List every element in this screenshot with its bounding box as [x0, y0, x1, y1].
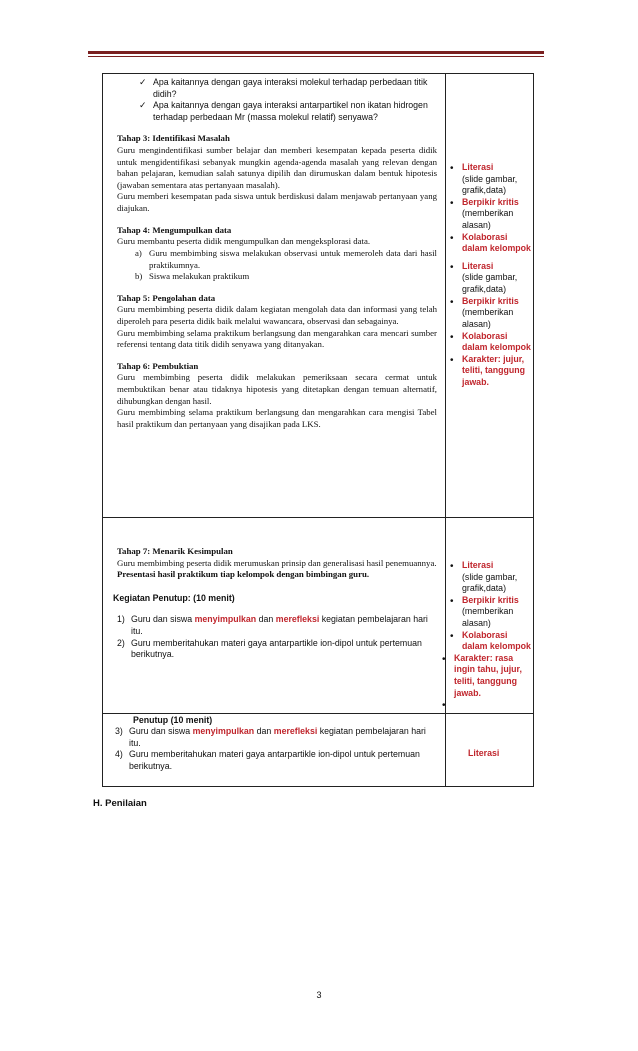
section-title: Kegiatan Penutup: (10 menit) — [113, 592, 235, 603]
checklist-item: ✓ Apa kaitannya dengan gaya interaksi antarpartikel non ikatan hidrogen terhadap perbedaan Mr (massa molekul relatif) senyawa? — [139, 100, 428, 122]
paragraph: Guru membimbing peserta didik dalam kegiatan mengolah data dan informasi yang telah diperoleh para peserta didik baik melalui wawancara, observasi dan sebagainya. — [117, 304, 437, 326]
skills-list — [442, 560, 533, 713]
activity-table — [102, 73, 534, 787]
bullet-icon: • — [450, 197, 454, 209]
list-item: • Kolaborasi dalam kelompok — [450, 629, 531, 652]
checkmark-icon: ✓ — [139, 77, 147, 87]
list-item: • Literasi (slide gambar, grafik,data) — [450, 260, 518, 295]
table-row — [103, 713, 534, 786]
section-heading: H. Penilaian — [93, 798, 147, 809]
closing-list — [117, 614, 437, 660]
tahap-6 — [117, 361, 437, 431]
closing-list — [115, 726, 437, 772]
header-rule-thin — [88, 56, 544, 57]
bullet-icon: • — [450, 261, 454, 273]
list-item: • Berpikir kritis (memberikan alasan) — [450, 196, 519, 231]
bullet-icon: • — [450, 331, 454, 343]
paragraph: Guru membimbing peserta didik merumuskan prinsip dan generalisasi hasil penemuannya. — [117, 557, 437, 568]
paragraph: Guru membantu peserta didik mengumpulkan dan mengeksplorasi data. — [117, 236, 371, 247]
skills-cell — [446, 713, 534, 786]
tahap-title: Tahap 7: Menarik Kesimpulan — [117, 546, 233, 556]
list-item: • Literasi (slide gambar, grafik,data) — [450, 560, 518, 594]
list-item: • Kolaborasi dalam kelompok — [450, 330, 531, 353]
page-number: 3 — [316, 990, 322, 1000]
skills-list — [446, 162, 533, 389]
skill-label: Literasi — [468, 747, 500, 758]
checklist-item: ✓ Apa kaitannya dengan gaya interaksi molekul terhadap perbedaan titik didih? — [139, 77, 428, 99]
checkmark-icon: ✓ — [139, 100, 147, 111]
bullet-icon: • — [442, 700, 446, 712]
list-item: • Kolaborasi dalam kelompok — [450, 231, 531, 254]
list-item: b) Siswa melakukan praktikum — [135, 271, 250, 282]
list-item: • Berpikir kritis (memberikan alasan) — [450, 295, 519, 329]
list-item: • Berpikir kritis (memberikan alasan) — [450, 594, 519, 629]
bullet-icon: • — [450, 595, 454, 607]
paragraph: Presentasi hasil praktikum tiap kelompok dengan bimbingan guru. — [117, 569, 370, 580]
paragraph: Guru membimbing selama praktikum berlangsung dan mengarahkan cara mencari sumber referensi tentang data titik didih senyawa yang ditanyakan. — [117, 327, 437, 350]
tahap-4 — [117, 225, 437, 283]
section-title: Penutup (10 menit) — [133, 714, 213, 725]
paragraph: Guru mengindentifikasi sumber belajar dan memberi kesempatan kepada peserta didik untuk mengidentifikasi sebanyak mungkin agenda-agenda masalah yang relevan dengan bahan pelajaran, kemudian salah satunya dipilih dan dirumuskan dalam bentuk hipotesis (jawaban sementara atas pertanyaan masalah). — [117, 145, 437, 190]
list-item: 1) Guru dan siswa menyimpulkan dan merefleksi kegiatan pembelajaran hari itu. — [117, 614, 428, 637]
paragraph: Guru membimbing selama praktikum berlangsung dan mengarahkan cara mengisi Tabel hasil praktikum dan pertanyaan yang disajikan pada LKS. — [117, 407, 437, 429]
list-item: a) Guru membimbing siswa melakukan observasi untuk memeroleh data dari hasil praktikumnya. — [135, 247, 437, 270]
bullet-icon: • — [450, 232, 454, 244]
table-row — [103, 74, 534, 518]
list-item: 2) Guru memberitahukan materi gaya antarpartikle ion-dipol untuk pertemuan berikutnya. — [117, 637, 422, 660]
bullet-icon: • — [450, 296, 454, 308]
list-item — [442, 699, 533, 712]
bullet-icon: • — [442, 653, 446, 665]
paragraph: Guru memberi kesempatan pada siswa untuk berdiskusi dalam menjawab pertanyaan yang diajukan. — [117, 191, 437, 214]
paragraph: Guru membimbing peserta didik melakukan pemeriksaan secara cermat untuk membuktikan benar atau tidaknya hipotesis yang ditetapkan dengan temuan alternatif, dihubungkan dengan hasil. — [117, 372, 437, 406]
list-item: • Literasi (slide gambar, grafik,data) — [450, 162, 518, 196]
tahap-title: Tahap 6: Pembuktian — [117, 360, 199, 371]
header-rule-thick — [88, 51, 544, 54]
skills-cell — [446, 74, 534, 518]
tahap-3 — [117, 133, 437, 214]
list-item: 3) Guru dan siswa menyimpulkan dan merefleksi kegiatan pembelajaran hari itu. — [115, 726, 426, 748]
skills-cell — [442, 518, 534, 714]
activity-cell — [103, 74, 446, 518]
tahap-7 — [117, 546, 437, 581]
bullet-icon: • — [450, 630, 454, 642]
list-item: • Karakter: jujur, teliti, tanggung jawab. — [450, 353, 526, 387]
tahap-title: Tahap 4: Mengumpulkan data — [117, 224, 232, 235]
table-row — [103, 518, 534, 714]
list-item: 4) Guru memberitahukan materi gaya antarpartikle ion-dipol untuk pertemuan berikutnya. — [115, 749, 420, 771]
bullet-icon: • — [450, 163, 454, 174]
tahap-5 — [117, 293, 437, 351]
activity-cell — [103, 518, 446, 714]
bullet-icon: • — [450, 354, 454, 366]
bullet-icon: • — [450, 561, 454, 572]
activity-cell — [103, 713, 446, 786]
tahap-title: Tahap 5: Pengolahan data — [117, 292, 216, 303]
tahap-title: Tahap 3: Identifikasi Masalah — [117, 133, 230, 144]
list-item: • Karakter: rasa ingin tahu, jujur, teliti, tanggung jawab. — [442, 652, 522, 698]
